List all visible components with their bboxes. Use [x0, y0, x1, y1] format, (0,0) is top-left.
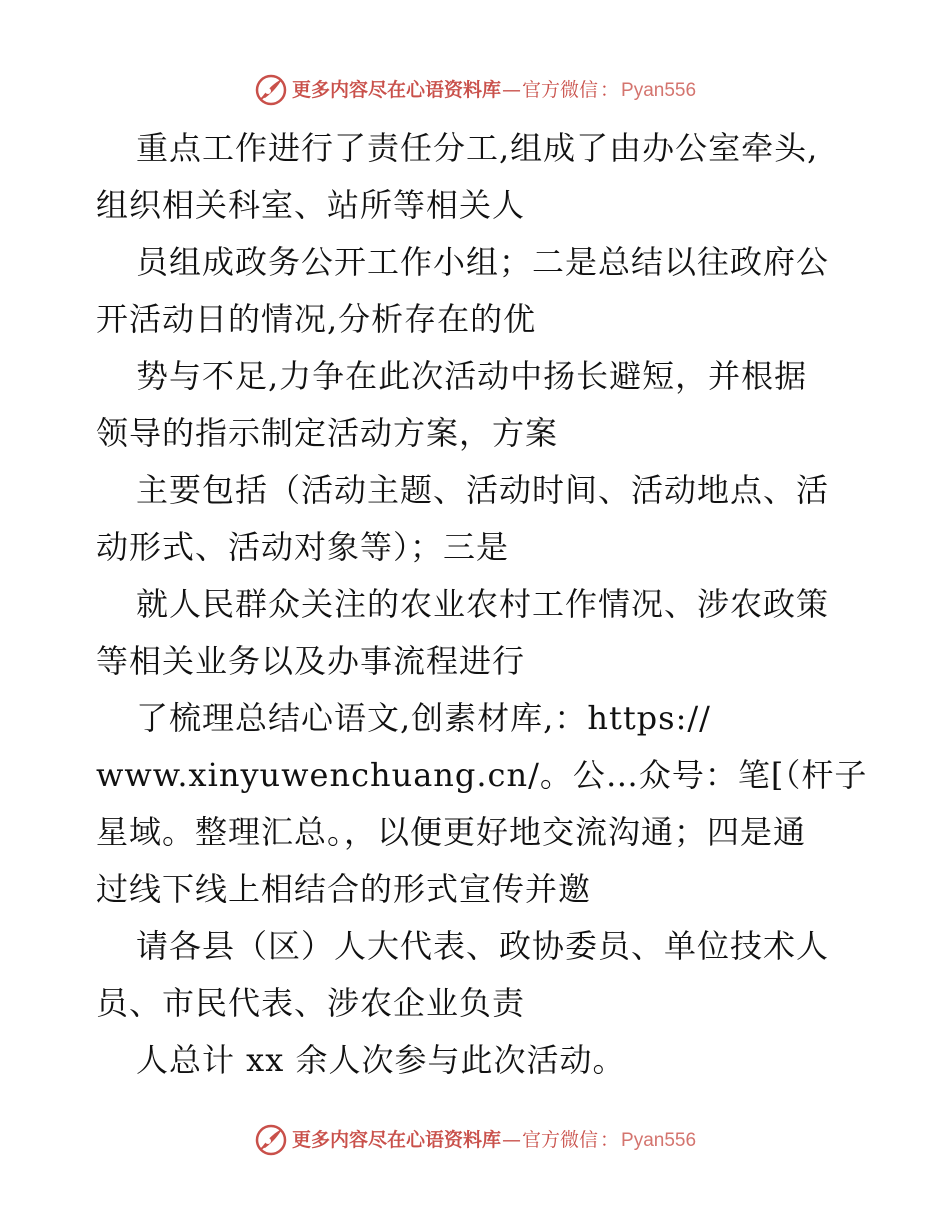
header-banner: [0, 70, 950, 110]
body-line: 人总计 xx 余人次参与此次活动。: [136, 1041, 626, 1079]
body-line: 员、市民代表、涉农企业负责: [96, 984, 526, 1022]
body-line: 开活动日的情况,分析存在的优: [96, 300, 537, 338]
body-line: 主要包括（活动主题、活动时间、活动地点、活: [136, 471, 830, 509]
banner-colon: ：: [600, 78, 620, 101]
body-line: 等相关业务以及办事流程进行: [96, 642, 526, 680]
document-body: [96, 120, 876, 1089]
feather-logo-icon: [254, 73, 288, 107]
banner-wechat-label: 官方微信: [521, 1128, 598, 1151]
body-line: 势与不足,力争在此次活动中扬长避短，并根据: [136, 357, 808, 395]
body-line: 过线下线上相结合的形式宣传并邀: [96, 870, 592, 908]
banner-main-text: 更多内容尽在心语资料库: [291, 78, 501, 101]
banner-main-text: 更多内容尽在心语资料库: [291, 1128, 501, 1151]
feather-logo-icon: [254, 1123, 288, 1157]
banner-dash: —: [501, 78, 521, 101]
footer-banner: [0, 1120, 950, 1160]
banner-wechat-id: Pyan556: [621, 79, 697, 101]
body-line: www.xinyuwenchuang.cn/。公…众号：笔[（杆子: [96, 756, 868, 794]
body-line: 星域。整理汇总。，以便更好地交流沟通；四是通: [96, 813, 807, 851]
body-line: 请各县（区）人大代表、政协委员、单位技术人: [136, 927, 830, 965]
banner-wechat-id: Pyan556: [621, 1129, 697, 1151]
body-line: 领导的指示制定活动方案，方案: [96, 414, 559, 452]
body-line: 组织相关科室、站所等相关人: [96, 186, 526, 224]
banner-colon: ：: [600, 1128, 620, 1151]
banner-wechat-label: 官方微信: [521, 78, 598, 101]
body-line: 动形式、活动对象等）；三是: [96, 528, 510, 566]
body-line: 就人民群众关注的农业农村工作情况、涉农政策: [136, 585, 830, 623]
body-line: 重点工作进行了责任分工,组成了由办公室牵头,: [136, 129, 819, 167]
banner-dash: —: [501, 1128, 521, 1151]
body-line: 了梳理总结心语文,创素材库,：https://: [136, 699, 711, 737]
body-line: 员组成政务公开工作小组；二是总结以往政府公: [136, 243, 830, 281]
